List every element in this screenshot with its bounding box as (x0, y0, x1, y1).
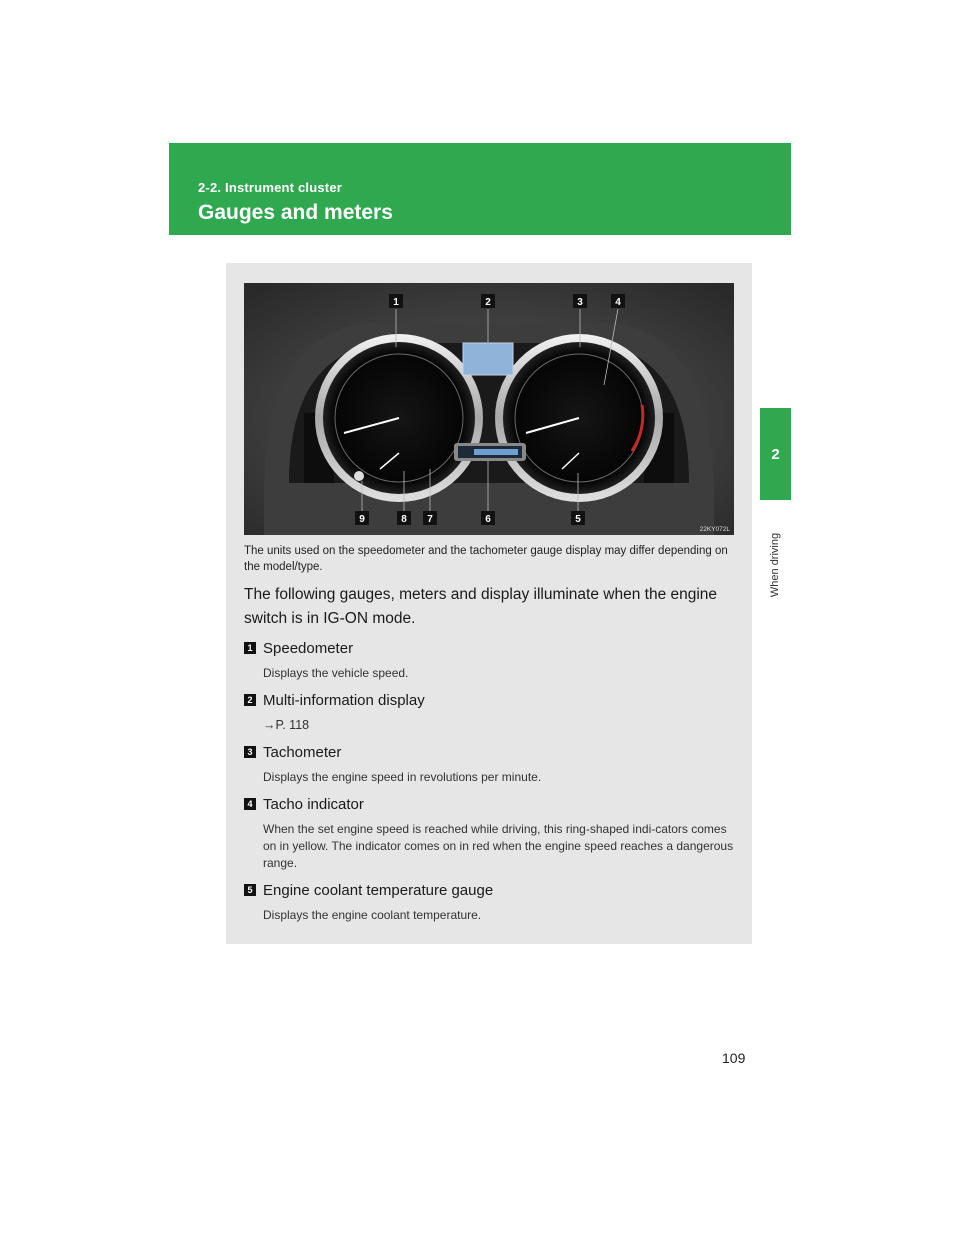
item-number-marker: 2 (244, 694, 256, 706)
callout-label-6: 6 (485, 514, 491, 525)
callout-label-9: 9 (359, 514, 365, 525)
item-title: Multi-information display (263, 692, 425, 709)
list-item (244, 743, 734, 786)
trip-reset-knob (354, 471, 364, 481)
intro-paragraph: The following gauges, meters and display illuminate when the engine switch is in IG-ON mode. (244, 586, 718, 627)
list-item (244, 881, 734, 924)
callout-label-5: 5 (575, 514, 581, 525)
callout-label-7: 7 (427, 514, 433, 525)
section-header (169, 143, 791, 235)
callout-label-4: 4 (615, 297, 621, 308)
figure-caption: The units used on the speedometer and the tachometer gauge display may differ depending on the model/type. (244, 545, 728, 573)
item-description: Displays the engine coolant temperature. (263, 908, 482, 922)
item-description: Displays the vehicle speed. (263, 666, 409, 680)
chapter-tab[interactable] (760, 408, 791, 500)
callout-label-3: 3 (577, 297, 583, 308)
odometer-digits (474, 449, 518, 455)
item-description: When the set engine speed is reached while driving, this ring-shaped indi-cators comes on in yellow. The indicator comes on in red when the engine speed reaches a dangerous range. (263, 822, 734, 870)
list-item (244, 795, 734, 872)
page-reference-link[interactable]: →P. 118 (263, 718, 310, 732)
item-title: Tachometer (263, 744, 342, 761)
chapter-label: When driving (769, 532, 781, 598)
item-number-marker: 3 (244, 746, 256, 758)
multi-information-display (463, 343, 513, 375)
chapter-number: 2 (771, 445, 780, 463)
item-number-marker: 5 (244, 884, 256, 896)
item-description: Displays the engine speed in revolutions per minute. (263, 770, 542, 784)
item-title: Engine coolant temperature gauge (263, 882, 494, 899)
list-item (244, 639, 734, 682)
cluster-svg (244, 283, 734, 535)
callout-label-2: 2 (485, 297, 491, 308)
section-label: 2-2. Instrument cluster (198, 180, 343, 195)
item-number-marker: 1 (244, 642, 256, 654)
item-number-marker: 4 (244, 798, 256, 810)
instrument-cluster-illustration (244, 283, 734, 535)
item-title: Tacho indicator (263, 796, 364, 813)
figure-code: 22KY072L (699, 526, 730, 533)
page-title: Gauges and meters (198, 201, 393, 224)
item-title: Speedometer (263, 640, 354, 657)
callout-label-8: 8 (401, 514, 407, 525)
gauge-list (244, 639, 734, 933)
content-panel (226, 263, 752, 944)
page-number: 109 (722, 1050, 746, 1066)
callout-label-1: 1 (393, 297, 399, 308)
list-item (244, 691, 734, 734)
